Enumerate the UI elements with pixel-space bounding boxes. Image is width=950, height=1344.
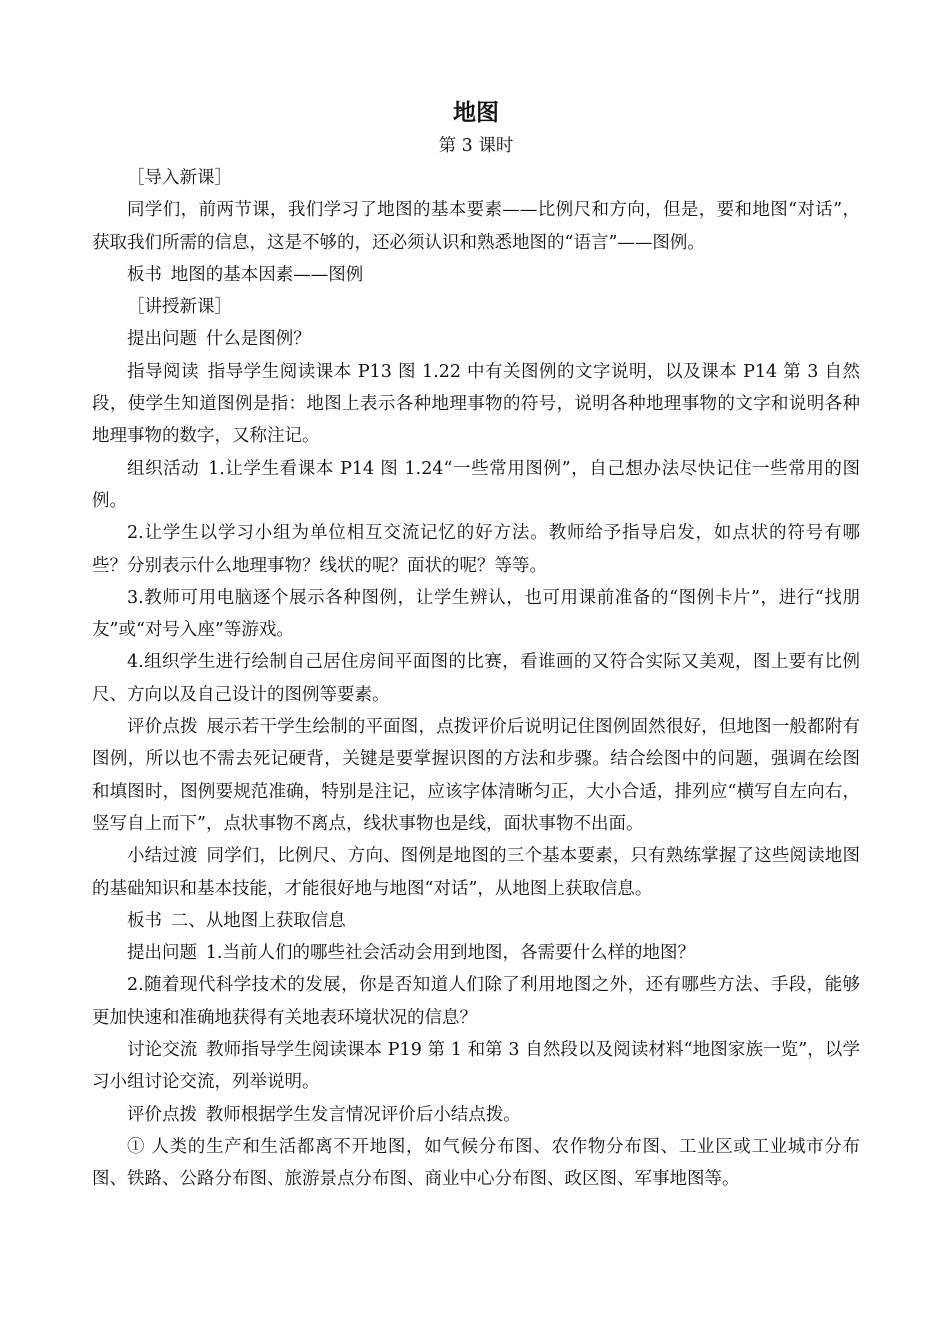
paragraph [92,259,860,291]
paragraph [92,323,860,355]
paragraph [92,1034,860,1099]
paragraph-lead: 组织活动 [127,458,200,479]
paragraph [92,711,860,840]
paragraph-text: 什么是图例？ [205,329,311,350]
paragraph-lead: 评价点拨 [127,717,198,738]
paragraph [92,1099,860,1131]
paragraph [92,356,860,453]
document-body [92,162,860,1196]
paragraph-lead: 板书 [127,264,162,285]
paragraph-text: ［导入新课］ [127,168,232,188]
paragraph [92,162,860,194]
paragraph [92,1131,860,1196]
paragraph-text: 同学们，前两节课，我们学习了地图的基本要素——比例尺和方向，但是，要和地图“对话”，获取我们所需的信息，这是不够的，还必须认识和熟悉地图的“语言”——图例。 [92,200,860,253]
paragraph-lead: 指导阅读 [127,361,200,382]
paragraph-lead: 讨论交流 [127,1040,198,1061]
paragraph-text: 二、从地图上获取信息 [170,910,346,931]
paragraph-lead: 评价点拨 [127,1104,197,1125]
paragraph-lead: 小结过渡 [127,846,198,867]
paragraph-text: 同学们，比例尺、方向、图例是地图的三个基本要素，只有熟练掌握了这些阅读地图的基础知识和基本技能，才能很好地与地图“对话”，从地图上获取信息。 [92,846,861,899]
paragraph-text: 展示若干学生绘制的平面图，点拨评价后说明记住图例固然很好，但地图一般都附有图例，所以也不需去死记硬背，关键是要掌握识图的方法和步骤。结合绘图中的问题，强调在绘图和填图时，图例要规范准确，特别是注记，应该字体清晰匀正，大小合适，排列应“横写自左向右，竖写自上而下”，点状事物不离点，线状事物也是线，面状事物不出面。 [92,717,861,834]
paragraph-lead: 提出问题 [127,329,197,350]
paragraph [92,905,860,937]
paragraph-text: ① 人类的生产和生活都离不开地图，如气候分布图、农作物分布图、工业区或工业城市分布图、铁路、公路分布图、旅游景点分布图、商业中心分布图、政区图、军事地图等。 [92,1136,860,1190]
paragraph-text: 指导学生阅读课本 P13 图 1.22 中有关图例的文字说明，以及课本 P14 第 3 自然段，使学生知道图例是指：地图上表示各种地理事物的符号，说明各种地理事物的文字和说明各种地理事物的数字，又称注记。 [92,361,861,447]
paragraph-text: 教师指导学生阅读课本 P19 第 1 和第 3 自然段以及阅读材料“地图家族一览”，以学习小组讨论交流，列举说明。 [92,1040,861,1093]
paragraph-text: 教师根据学生发言情况评价后小结点拨。 [205,1104,521,1125]
paragraph-lead: 板书 [127,910,162,931]
paragraph [92,646,860,711]
paragraph-text: 1.让学生看课本 P14 图 1.24“一些常用图例”，自己想办法尽快记住一些常用的图例。 [92,458,860,511]
paragraph [92,840,860,905]
paragraph [92,582,860,647]
paragraph-text: 2.让学生以学习小组为单位相互交流记忆的好方法。教师给予指导启发，如点状的符号有哪些？分别表示什么地理事物？线状的呢？面状的呢？等等。 [92,523,860,576]
paragraph-text: 2.随着现代科学技术的发展，你是否知道人们除了利用地图之外，还有哪些方法、手段，能够更加快速和准确地获得有关地表环境状况的信息？ [92,975,860,1028]
paragraph [92,194,860,259]
paragraph-text: 3.教师可用电脑逐个展示各种图例，让学生辨认，也可用课前准备的“图例卡片”，进行“找朋友”或“对号入座”等游戏。 [92,587,860,641]
paragraph [92,969,860,1034]
page-subtitle: 第 3 课时 [438,136,514,156]
paragraph-text: ［讲授新课］ [127,297,232,318]
paragraph-text: 地图的基本因素——图例 [170,264,364,285]
paragraph-text: 1.当前人们的哪些社会活动会用到地图，各需要什么样的地图？ [205,943,695,964]
paragraph-lead: 提出问题 [127,943,197,964]
paragraph [92,937,860,969]
paragraph-text: 4.组织学生进行绘制自己居住房间平面图的比赛，看谁画的又符合实际又美观，图上要有比例尺、方向以及自己设计的图例等要素。 [92,652,860,705]
document-page [92,96,860,1196]
paragraph [92,291,860,323]
paragraph [92,453,860,518]
page-title: 地图 [453,99,499,126]
paragraph [92,517,860,582]
